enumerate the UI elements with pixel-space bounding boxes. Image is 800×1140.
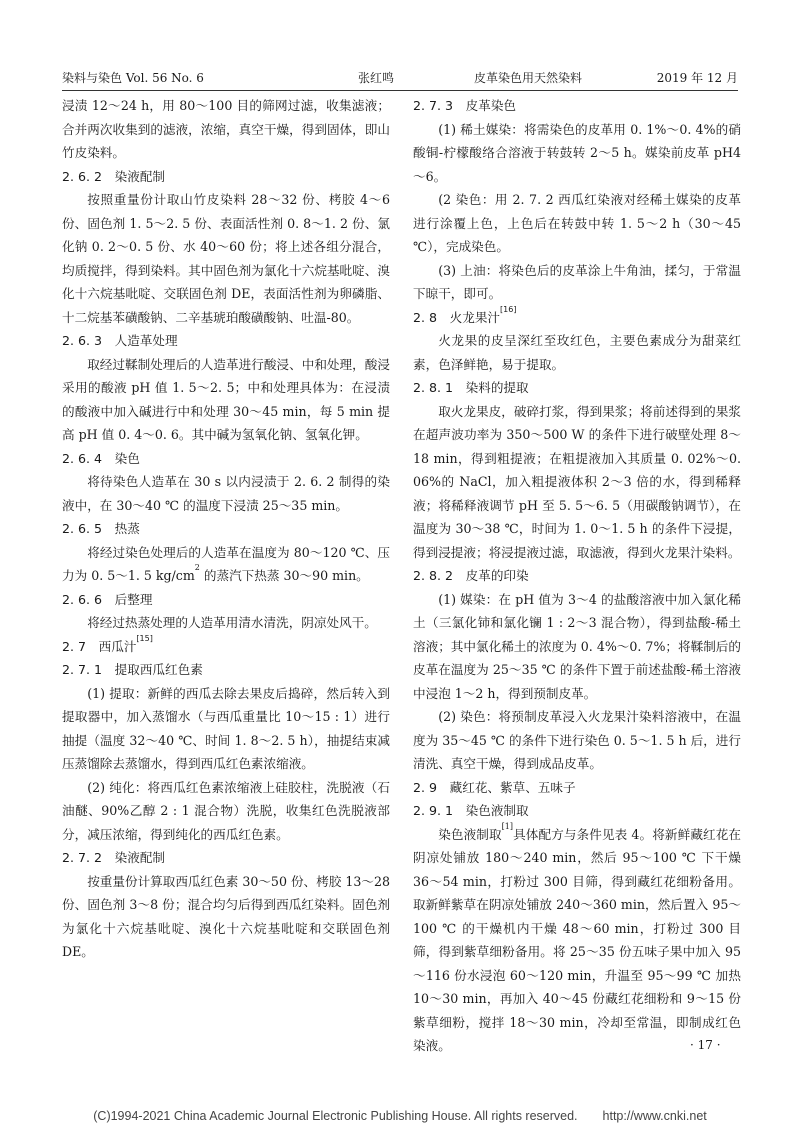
- section-heading-2-6-2: 2. 6. 2 染液配制: [62, 168, 166, 184]
- journal-name: 染料与染色 Vol. 56 No. 6: [62, 71, 204, 85]
- copyright-footer: (C)1994-2021 China Academic Journal Electronic Publishing House. All rights reserved. http://www.cnki.net: [93, 1109, 707, 1123]
- paragraph-2-6-5: [62, 541, 390, 588]
- paragraph-2-8-1: 取火龙果皮，破碎打浆，得到果浆；将前述得到的果浆在超声波功率为 350～500 W 的条件下进行破壁处理 8～18 min，得到粗提液；在粗提液加入其质量 0. 02%～0. 06%的 NaCl，加入粗提液体积 2～3 倍的水，得到稀释液；将稀释液调节 pH 至 5. 5～6. 5（用碳酸钠调节），在温度为 30～38 ℃，时间为 1. 0～1. 5 h 的条件下浸提，得到浸提液；将浸提液过滤，取滤液，得到火龙果汁染料。: [413, 403, 741, 560]
- section-heading-2-9-1: 2. 9. 1 染色液制取: [413, 803, 529, 818]
- paragraph-2-7-3-step-1: (1) 稀土媒染：将需染色的皮革用 0. 1%～0. 4%的硝酸铜-柠檬酸络合溶液于转鼓转 2～5 h。媒染前皮革 pH4～6。: [413, 121, 741, 184]
- citation-15: [15]: [136, 633, 153, 643]
- paragraph-2-6-5-part-a: 将经过染色处理后的人造革在温度为 80～120 ℃、压力为 0. 5～1. 5 kg/cm: [62, 544, 390, 583]
- section-heading-2-6-3: 2. 6. 3 人造革处理: [62, 333, 178, 348]
- article-title: 皮革染色用天然染料: [474, 71, 583, 85]
- paragraph-2-9-1: [413, 823, 741, 1058]
- paragraph-2-6-5-part-b: 的蒸汽下热蒸 30～90 min。: [199, 568, 369, 583]
- paragraph-2-7-3-step-3: (3) 上油：将染色后的皮革涂上牛角油，揉匀，于常温下晾干，即可。: [413, 262, 741, 301]
- section-heading-2-7-2: 2. 7. 2 染液配制: [62, 850, 166, 865]
- right-column: [413, 94, 741, 1058]
- paragraph-2-7-2: 按重量份计算取西瓜红色素 30～50 份、栲胶 13～28 份、固色剂 3～8 份；混合均匀后得到西瓜红染料。固色剂为氯化十六烷基吡啶、溴化十六烷基吡啶和交联固色剂 DE。: [62, 873, 390, 959]
- paragraph-2-6-3: 取经过鞣制处理后的人造革进行酸浸、中和处理，酸浸采用的酸液 pH 值 1. 5～2. 5；中和处理具体为：在浸渍的酸液中加入碱进行中和处理 30～45 min，每 5 min 提高 pH 值 0. 4～0. 6。其中碱为氢氧化钠、氢氧化钾。: [62, 356, 390, 442]
- section-title-2-7: 2. 7 西瓜汁: [62, 638, 137, 654]
- citation-1: [1]: [501, 821, 513, 831]
- issue-date: 2019 年 12 月: [656, 71, 738, 85]
- section-heading-2-7-3: 2. 7. 3 皮革染色: [413, 98, 517, 113]
- paragraph-2-7-1-step-2: (2) 纯化：将西瓜红色素浓缩液上硅胶柱，洗脱液（石油醚、90%乙醇 2 : 1 混合物）洗脱，收集红色洗脱液部分，减压浓缩，得到纯化的西瓜红色素。: [62, 779, 390, 842]
- section-heading-2-8-2: 2. 8. 2 皮革的印染: [413, 568, 529, 583]
- paragraph-continued: 浸渍 12～24 h，用 80～100 目的筛网过滤，收集滤液；合并两次收集到的滤液，浓缩，真空干燥，得到固体，即山竹皮染料。: [62, 98, 390, 160]
- section-heading-2-8: [413, 306, 741, 330]
- paragraph-2-6-6: 将经过热蒸处理的人造革用清水清洗，阴凉处风干。: [87, 615, 377, 630]
- page-number: · 17 ·: [690, 1038, 721, 1052]
- section-heading-2-7-1: 2. 7. 1 提取西瓜红色素: [62, 662, 203, 677]
- section-heading-2-8-1: 2. 8. 1 染料的提取: [413, 380, 529, 395]
- citation-16: [16]: [500, 304, 517, 314]
- paragraph-2-8-2-step-1: (1) 媒染：在 pH 值为 3～4 的盐酸溶液中加入氯化稀土（三氯化铈和氯化镧 1 : 2～3 混合物），得到盐酸-稀土溶液；其中氯化稀土的浓度为 0. 4%～0. 7%；将鞣制后的皮革在温度为 25～35 ℃ 的条件下置于前述盐酸-稀土溶液中浸泡 1～2 h，得到预制皮革。: [413, 591, 741, 701]
- running-head: [62, 68, 738, 91]
- paragraph-2-8-2-step-2: (2) 染色：将预制皮革浸入火龙果汁染料溶液中，在温度为 35～45 ℃ 的条件下进行染色 0. 5～1. 5 h 后，进行清洗、真空干燥，得到成品皮革。: [413, 709, 741, 771]
- superscript-2: 2: [194, 563, 200, 572]
- paragraph-2-9-1-lead: 染色液制取: [438, 826, 502, 842]
- paragraph-2-6-4: 将待染色人造革在 30 s 以内浸渍于 2. 6. 2 制得的染液中，在 30～40 ℃ 的温度下浸渍 25～35 min。: [62, 474, 390, 513]
- paragraph-2-7-3-step-2: (2 染色：用 2. 7. 2 西瓜红染液对经稀土媒染的皮革进行涂覆上色，上色后在转鼓中转 1. 5～2 h（30～45 ℃），完成染色。: [413, 192, 741, 254]
- left-column: [62, 94, 390, 964]
- section-heading-2-6-5: 2. 6. 5 热蒸: [62, 521, 140, 536]
- paragraph-2-9-1-body: 具体配方与条件见表 4。将新鲜藏红花在阴凉处铺放 180～240 min，然后 95～100 ℃ 下干燥 36～54 min，打粉过 300 目筛，得到藏红花细粉备用。取新鲜紫草在阴凉处铺放 240～360 min，然后置入 95～100 ℃ 的干燥机内干燥 48～60 min，打粉过 300 目筛，得到紫草细粉备用。将 25～35 份五味子果中加入 95～116 份水浸泡 60～120 min，升温至 95～99 ℃ 加热 10～30 min，再加入 40～45 份藏红花细粉和 9～15 份紫草细粉，搅拌 18～30 min，冷却至常温，即制成红色染液。: [413, 826, 741, 1053]
- author-name: 张红鸣: [358, 71, 395, 85]
- paragraph-2-7-1-step-1: (1) 提取：新鲜的西瓜去除去果皮后捣碎，然后转入到提取器中，加入蒸馏水（与西瓜重量比 10～15 : 1）进行抽提（温度 32～40 ℃、时间 1. 8～2. 5 h），抽提结束减压蒸馏除去蒸馏水，得到西瓜红色素浓缩液。: [62, 685, 390, 771]
- section-heading-2-6-4: 2. 6. 4 染色: [62, 450, 140, 466]
- paragraph-2-6-2: 按照重量份计取山竹皮染料 28～32 份、栲胶 4～6 份、固色剂 1. 5～2. 5 份、表面活性剂 0. 8～1. 2 份、氯化钠 0. 2～0. 5 份、水 40～60 份；将上述各组分混合，均质搅拌，得到染料。其中固色剂为氯化十六烷基吡啶、溴化十六烷基吡啶、交联固色剂 DE，表面活性剂为卵磷脂、十二烷基苯磺酸钠、二辛基琥珀酸磺酸钠、吐温-80。: [62, 192, 390, 325]
- section-heading-2-9: 2. 9 藏红花、紫草、五味子: [413, 779, 576, 795]
- section-heading-2-7: [62, 635, 390, 659]
- section-title-2-8: 2. 8 火龙果汁: [413, 309, 501, 325]
- section-heading-2-6-6: 2. 6. 6 后整理: [62, 591, 153, 607]
- paragraph-2-8: 火龙果的皮呈深红至玫红色，主要色素成分为甜菜红素，色泽鲜艳，易于提取。: [413, 333, 741, 372]
